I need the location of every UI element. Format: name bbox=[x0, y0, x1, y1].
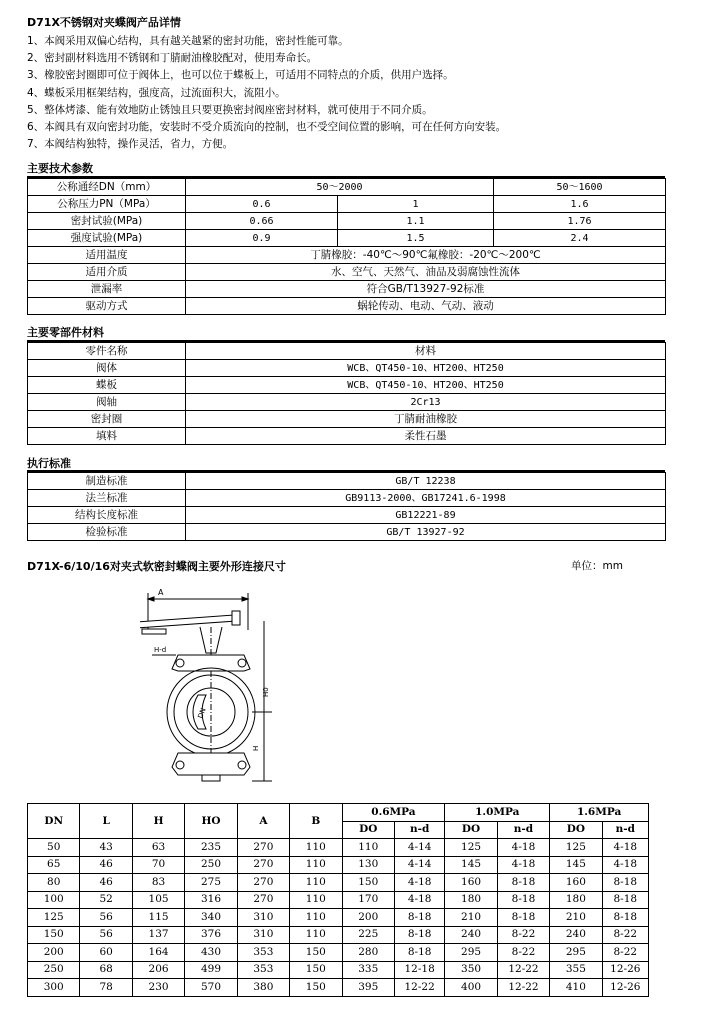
column-header: DO bbox=[445, 821, 497, 839]
table-cell: 164 bbox=[132, 944, 184, 962]
param-value: 1.5 bbox=[338, 230, 494, 247]
table-cell: 240 bbox=[445, 926, 497, 944]
table-cell: 4-18 bbox=[394, 874, 444, 892]
param-label: 适用温度 bbox=[28, 247, 186, 264]
table-cell: 310 bbox=[237, 926, 289, 944]
feature-list bbox=[27, 33, 506, 153]
table-cell: 8-18 bbox=[394, 926, 444, 944]
param-label: 适用介质 bbox=[28, 264, 186, 281]
table-row bbox=[28, 909, 649, 927]
table-cell: 270 bbox=[237, 856, 289, 874]
table-cell: 78 bbox=[80, 979, 132, 997]
table-cell: 12-26 bbox=[602, 979, 648, 997]
table-row bbox=[28, 247, 666, 264]
param-label: 泄漏率 bbox=[28, 281, 186, 298]
part-name: 零件名称 bbox=[28, 343, 186, 360]
column-header: A bbox=[237, 804, 289, 839]
standards-heading: 执行标准 bbox=[27, 457, 71, 470]
shaft-end bbox=[202, 775, 220, 781]
feature-item: 4、蝶板采用框架结构，强度高，过流面积大，流阻小。 bbox=[27, 86, 286, 99]
table-cell: 50 bbox=[28, 839, 80, 857]
table-cell: 180 bbox=[445, 891, 497, 909]
unit-label: 单位：mm bbox=[571, 560, 623, 572]
table-cell: 8-22 bbox=[497, 944, 549, 962]
table-cell: 210 bbox=[445, 909, 497, 927]
table-cell: 150 bbox=[342, 874, 394, 892]
table-cell: 355 bbox=[550, 961, 602, 979]
table-cell: 295 bbox=[445, 944, 497, 962]
table-row bbox=[28, 490, 666, 507]
feature-item: 6、本阀具有双向密封功能，安装时不受介质流向的控制，也不受空间位置的影响，可在任何方向安装。 bbox=[27, 121, 507, 134]
valve-drawing bbox=[140, 585, 280, 800]
param-value: 50～2000 bbox=[186, 179, 494, 196]
param-label: 驱动方式 bbox=[28, 298, 186, 315]
param-value: 0.66 bbox=[186, 213, 338, 230]
table-row bbox=[28, 891, 649, 909]
column-header: n-d bbox=[602, 821, 648, 839]
table-cell: 56 bbox=[80, 909, 132, 927]
standard-value: GB12221-89 bbox=[186, 507, 666, 524]
table-cell: 115 bbox=[132, 909, 184, 927]
table-cell: 43 bbox=[80, 839, 132, 857]
table-cell: 150 bbox=[290, 961, 342, 979]
table-cell: 150 bbox=[28, 926, 80, 944]
table-cell: 12-22 bbox=[497, 961, 549, 979]
column-header: B bbox=[290, 804, 342, 839]
table-row bbox=[28, 298, 666, 315]
part-material: WCB、QT450-10、HT200、HT250 bbox=[186, 377, 666, 394]
table-row bbox=[28, 961, 649, 979]
table-cell: 12-22 bbox=[394, 979, 444, 997]
table-cell: 145 bbox=[445, 856, 497, 874]
table-row bbox=[28, 874, 649, 892]
table-cell: 353 bbox=[237, 944, 289, 962]
table-row bbox=[28, 428, 666, 445]
table-row bbox=[28, 926, 649, 944]
table-row bbox=[28, 179, 666, 196]
part-name: 密封圈 bbox=[28, 411, 186, 428]
table-cell: 46 bbox=[80, 856, 132, 874]
table-row bbox=[28, 213, 666, 230]
param-value: 0.9 bbox=[186, 230, 338, 247]
table-row bbox=[28, 230, 666, 247]
table-cell: 280 bbox=[342, 944, 394, 962]
table-row bbox=[28, 473, 666, 490]
table-cell: 125 bbox=[445, 839, 497, 857]
table-cell: 12-26 bbox=[602, 961, 648, 979]
table-cell: 400 bbox=[445, 979, 497, 997]
standard-name: 法兰标准 bbox=[28, 490, 186, 507]
column-header: n-d bbox=[497, 821, 549, 839]
table-cell: 395 bbox=[342, 979, 394, 997]
column-header: DO bbox=[550, 821, 602, 839]
param-value: 蜗轮传动、电动、气动、液动 bbox=[186, 298, 666, 315]
pressure-header: 0.6MPa bbox=[342, 804, 445, 822]
part-name: 阀体 bbox=[28, 360, 186, 377]
part-name: 蝶板 bbox=[28, 377, 186, 394]
feature-item: 3、橡胶密封圈即可位于阀体上，也可以位于蝶板上，可适用不同特点的介质，供用户选择。 bbox=[27, 69, 454, 82]
param-value: 丁腈橡胶：-40℃～90℃氟橡胶：-20℃～200℃ bbox=[186, 247, 666, 264]
table-row bbox=[28, 196, 666, 213]
table-cell: 125 bbox=[550, 839, 602, 857]
table-cell: 130 bbox=[342, 856, 394, 874]
table-cell: 200 bbox=[342, 909, 394, 927]
dimensions-heading: D71X-6/10/16对夹式软密封蝶阀主要外形连接尺寸 bbox=[27, 560, 286, 573]
table-cell: 65 bbox=[28, 856, 80, 874]
standard-value: GB/T 13927-92 bbox=[186, 524, 666, 541]
table-row bbox=[28, 360, 666, 377]
standards-table bbox=[27, 472, 666, 541]
table-cell: 240 bbox=[550, 926, 602, 944]
table-cell: 4-14 bbox=[394, 856, 444, 874]
table-row bbox=[28, 343, 666, 360]
param-label: 公称压力PN（MPa） bbox=[28, 196, 186, 213]
table-row bbox=[28, 979, 649, 997]
table-cell: 46 bbox=[80, 874, 132, 892]
feature-item: 7、本阀结构独特，操作灵活，省力，方便。 bbox=[27, 138, 234, 151]
table-cell: 270 bbox=[237, 839, 289, 857]
table-cell: 275 bbox=[185, 874, 237, 892]
table-cell: 170 bbox=[342, 891, 394, 909]
table-cell: 12-22 bbox=[497, 979, 549, 997]
dimension-table-body bbox=[28, 839, 649, 997]
table-cell: 200 bbox=[28, 944, 80, 962]
disc-marking: DN bbox=[196, 706, 208, 720]
table-cell: 4-18 bbox=[602, 839, 648, 857]
table-cell: 4-18 bbox=[497, 856, 549, 874]
table-cell: 380 bbox=[237, 979, 289, 997]
standard-name: 结构长度标准 bbox=[28, 507, 186, 524]
standard-value: GB9113-2000、GB17241.6-1998 bbox=[186, 490, 666, 507]
table-row bbox=[28, 411, 666, 428]
param-value: 0.6 bbox=[186, 196, 338, 213]
standard-name: 检验标准 bbox=[28, 524, 186, 541]
table-cell: 8-18 bbox=[497, 891, 549, 909]
table-cell: 68 bbox=[80, 961, 132, 979]
table-cell: 410 bbox=[550, 979, 602, 997]
table-cell: 110 bbox=[290, 891, 342, 909]
page-title: D71X不锈钢对夹蝶阀产品详情 bbox=[27, 16, 181, 29]
param-value: 符合GB/T13927-92标准 bbox=[186, 281, 666, 298]
part-material: WCB、QT450-10、HT200、HT250 bbox=[186, 360, 666, 377]
table-cell: 8-18 bbox=[602, 909, 648, 927]
table-cell: 8-18 bbox=[497, 874, 549, 892]
table-cell: 12-18 bbox=[394, 961, 444, 979]
table-cell: 110 bbox=[290, 874, 342, 892]
table-cell: 100 bbox=[28, 891, 80, 909]
table-cell: 270 bbox=[237, 874, 289, 892]
tech-heading: 主要技术参数 bbox=[27, 162, 93, 175]
table-cell: 295 bbox=[550, 944, 602, 962]
table-row bbox=[28, 281, 666, 298]
table-cell: 335 bbox=[342, 961, 394, 979]
table-cell: 270 bbox=[237, 891, 289, 909]
table-cell: 250 bbox=[185, 856, 237, 874]
part-material: 2Cr13 bbox=[186, 394, 666, 411]
part-material: 丁腈耐油橡胶 bbox=[186, 411, 666, 428]
table-cell: 250 bbox=[28, 961, 80, 979]
table-cell: 4-18 bbox=[394, 891, 444, 909]
table-row bbox=[28, 507, 666, 524]
column-header: DO bbox=[342, 821, 394, 839]
param-label: 强度试验(MPa) bbox=[28, 230, 186, 247]
table-cell: 110 bbox=[290, 926, 342, 944]
table-cell: 160 bbox=[550, 874, 602, 892]
column-header: H bbox=[132, 804, 184, 839]
label-h0: H0 bbox=[262, 687, 270, 697]
table-row bbox=[28, 264, 666, 281]
param-label: 公称通经DN（mm） bbox=[28, 179, 186, 196]
table-row bbox=[28, 856, 649, 874]
table-row bbox=[28, 394, 666, 411]
table-cell: 145 bbox=[550, 856, 602, 874]
pressure-header: 1.6MPa bbox=[550, 804, 649, 822]
table-cell: 230 bbox=[132, 979, 184, 997]
table-cell: 105 bbox=[132, 891, 184, 909]
table-cell: 180 bbox=[550, 891, 602, 909]
table-cell: 206 bbox=[132, 961, 184, 979]
table-cell: 235 bbox=[185, 839, 237, 857]
feature-item: 1、本阀采用双偏心结构，具有越关越紧的密封功能，密封性能可靠。 bbox=[27, 35, 349, 47]
part-material: 柔性石墨 bbox=[186, 428, 666, 445]
param-value: 1 bbox=[338, 196, 494, 213]
column-header: DN bbox=[28, 804, 80, 839]
pressure-header: 1.0MPa bbox=[445, 804, 550, 822]
table-cell: 8-18 bbox=[602, 874, 648, 892]
param-value: 50～1600 bbox=[494, 179, 666, 196]
table-cell: 4-18 bbox=[497, 839, 549, 857]
table-cell: 340 bbox=[185, 909, 237, 927]
param-value: 水、空气、天然气、油品及弱腐蚀性流体 bbox=[186, 264, 666, 281]
table-row bbox=[28, 839, 649, 857]
table-cell: 125 bbox=[28, 909, 80, 927]
table-cell: 63 bbox=[132, 839, 184, 857]
parts-heading: 主要零部件材料 bbox=[27, 326, 104, 339]
table-cell: 210 bbox=[550, 909, 602, 927]
table-cell: 570 bbox=[185, 979, 237, 997]
param-value: 1.1 bbox=[338, 213, 494, 230]
table-cell: 60 bbox=[80, 944, 132, 962]
table-cell: 110 bbox=[342, 839, 394, 857]
part-name: 填料 bbox=[28, 428, 186, 445]
table-cell: 4-14 bbox=[394, 839, 444, 857]
table-cell: 8-18 bbox=[497, 909, 549, 927]
param-value: 2.4 bbox=[494, 230, 666, 247]
param-label: 密封试验(MPa) bbox=[28, 213, 186, 230]
table-cell: 8-18 bbox=[394, 944, 444, 962]
table-row bbox=[28, 524, 666, 541]
column-header: n-d bbox=[394, 821, 444, 839]
param-value: 1.76 bbox=[494, 213, 666, 230]
feature-item: 5、整体烤漆、能有效地防止锈蚀且只要更换密封阀座密封材料，就可使用于不同介质。 bbox=[27, 103, 433, 116]
table-cell: 8-22 bbox=[602, 926, 648, 944]
table-cell: 8-22 bbox=[602, 944, 648, 962]
label-hd: H-d bbox=[154, 646, 167, 654]
label-h: H bbox=[252, 745, 260, 751]
table-cell: 8-22 bbox=[497, 926, 549, 944]
table-cell: 110 bbox=[290, 909, 342, 927]
column-header: HO bbox=[185, 804, 237, 839]
table-cell: 52 bbox=[80, 891, 132, 909]
standard-value: GB/T 12238 bbox=[186, 473, 666, 490]
table-cell: 137 bbox=[132, 926, 184, 944]
table-cell: 350 bbox=[445, 961, 497, 979]
tech-table bbox=[27, 178, 666, 315]
feature-item: 2、密封副材料选用不锈钢和丁腈耐油橡胶配对，使用寿命长。 bbox=[27, 52, 318, 65]
table-cell: 80 bbox=[28, 874, 80, 892]
table-row bbox=[28, 944, 649, 962]
column-header: L bbox=[80, 804, 132, 839]
table-cell: 353 bbox=[237, 961, 289, 979]
lever-handle bbox=[140, 615, 236, 629]
parts-table bbox=[27, 342, 666, 445]
table-cell: 8-18 bbox=[602, 891, 648, 909]
table-cell: 225 bbox=[342, 926, 394, 944]
table-cell: 150 bbox=[290, 979, 342, 997]
table-cell: 160 bbox=[445, 874, 497, 892]
table-cell: 56 bbox=[80, 926, 132, 944]
table-header-row bbox=[28, 804, 649, 822]
table-cell: 300 bbox=[28, 979, 80, 997]
table-cell: 376 bbox=[185, 926, 237, 944]
table-row bbox=[28, 377, 666, 394]
table-cell: 110 bbox=[290, 856, 342, 874]
part-name: 阀轴 bbox=[28, 394, 186, 411]
table-cell: 310 bbox=[237, 909, 289, 927]
dimension-table bbox=[27, 803, 649, 997]
table-cell: 4-18 bbox=[602, 856, 648, 874]
part-material: 材料 bbox=[186, 343, 666, 360]
handle-hub bbox=[232, 611, 240, 625]
handle-latch bbox=[142, 629, 166, 634]
table-cell: 316 bbox=[185, 891, 237, 909]
table-cell: 150 bbox=[290, 944, 342, 962]
param-value: 1.6 bbox=[494, 196, 666, 213]
table-cell: 110 bbox=[290, 839, 342, 857]
table-cell: 8-18 bbox=[394, 909, 444, 927]
table-cell: 499 bbox=[185, 961, 237, 979]
table-cell: 430 bbox=[185, 944, 237, 962]
table-cell: 70 bbox=[132, 856, 184, 874]
standard-name: 制造标准 bbox=[28, 473, 186, 490]
label-a: A bbox=[158, 588, 164, 597]
table-cell: 83 bbox=[132, 874, 184, 892]
